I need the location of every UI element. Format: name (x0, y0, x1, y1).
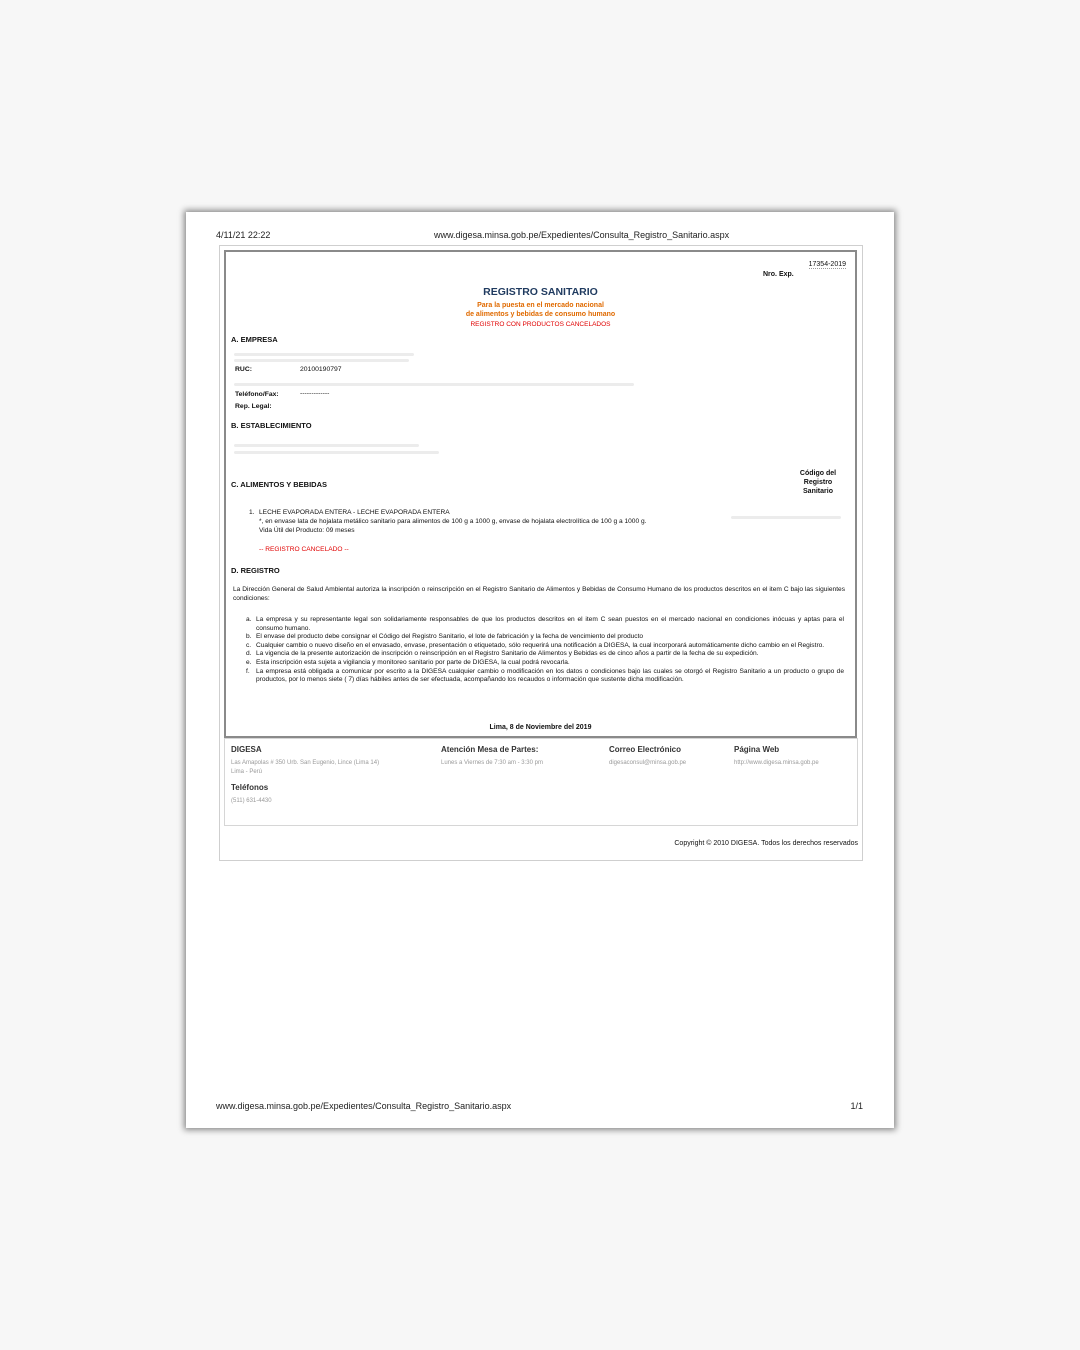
phone-value: ------------- (300, 390, 330, 397)
condition-text: La empresa está obligada a comunicar por escrito a la DIGESA cualquier cambio o modificación en los datos o condiciones bajo las cuales se otorgó el Registro Sanitario a un producto o grupo de productos, por lo menos siete ( 7) días hábiles antes de ser efectuada, acompañando los recaudos o información que sustente dicha modificación. (256, 667, 844, 684)
subtitle-line-2: de alimentos y bebidas de consumo humano (465, 311, 616, 318)
footer-email-link[interactable]: digesaconsul@minsa.gob.pe (609, 760, 687, 766)
footer-attention-title: Atención Mesa de Partes: (441, 745, 539, 754)
redacted-establishment-address (234, 451, 439, 454)
condition-letter: e. (246, 658, 252, 666)
condition-item (234, 668, 844, 685)
ruc-label: RUC: (235, 366, 252, 373)
rep-legal-label: Rep. Legal: (235, 403, 272, 410)
site-footer (224, 738, 858, 826)
redacted-company-address (234, 359, 409, 362)
phone-label: Teléfono/Fax: (235, 391, 279, 398)
condition-item (234, 633, 844, 642)
print-datetime: 4/11/21 22:22 (216, 230, 271, 240)
redacted-establishment-name (234, 444, 419, 447)
print-page-number: 1/1 (850, 1101, 863, 1111)
product-item-number: 1. (249, 509, 255, 516)
product-name: LECHE EVAPORADA ENTERA - LECHE EVAPORADA ENTERA (259, 509, 450, 516)
footer-web-title: Página Web (734, 745, 780, 754)
product-shelf-life: Vida Útil del Producto: 09 meses (259, 527, 355, 534)
product-cancelled-status: -- REGISTRO CANCELADO -- (259, 546, 349, 553)
footer-web-link[interactable]: http://www.digesa.minsa.gob.pe (734, 760, 819, 766)
code-column-header-2: Registro (803, 479, 833, 486)
registro-intro: La Dirección General de Salud Ambiental autoriza la inscripción o reinscripción en el Registro Sanitario de Alimentos y Bebidas de Consumo Humano de los productos descritos en el item C bajo las siguientes condiciones: (233, 586, 845, 602)
footer-digesa-address-2: Lima - Perú (231, 769, 263, 775)
condition-text: El envase del producto debe consignar el Código del Registro Sanitario, el lote de fabricación y la fecha de vencimiento del producto (256, 633, 644, 641)
redacted-product-detail (731, 516, 841, 519)
condition-text: La empresa y su representante legal son solidariamente responsables de que los productos descritos en el item C sean puestos en el mercado nacional en condiciones inócuas y aptas para el consumo humano. (256, 616, 844, 632)
redacted-address-line (234, 383, 634, 386)
expediente-number: 17354-2019 (808, 261, 846, 268)
page-title: REGISTRO SANITARIO (483, 286, 598, 298)
status-line: REGISTRO CON PRODUCTOS CANCELADOS (470, 321, 611, 328)
print-header-url: www.digesa.minsa.gob.pe/Expedientes/Consulta_Registro_Sanitario.aspx (434, 230, 730, 240)
code-column-header-1: Código del (799, 470, 837, 477)
section-alimentos-heading: C. ALIMENTOS Y BEBIDAS (231, 480, 327, 489)
condition-item (234, 616, 844, 633)
subtitle-line-1: Para la puesta en el mercado nacional (477, 302, 604, 309)
copyright: Copyright © 2010 DIGESA. Todos los derechos reservados (674, 840, 858, 847)
printed-page (186, 212, 894, 1128)
condition-letter: f. (246, 667, 250, 675)
condition-text: Esta inscripción esta sujeta a vigilancia y monitoreo sanitario por parte de DIGESA, la cual podrá revocarla. (256, 658, 570, 666)
section-establecimiento-heading: B. ESTABLECIMIENTO (231, 421, 312, 430)
condition-item (234, 650, 844, 659)
condition-letter: c. (246, 641, 252, 649)
section-empresa-heading: A. EMPRESA (231, 335, 278, 344)
condition-text: La vigencia de la presente autorización de inscripción o reinscripción en el Registro Sanitario de Alimentos y Bebidas es de cinco años a partir de la fecha de su expedición. (256, 650, 759, 658)
condition-item (234, 642, 844, 651)
section-registro-heading: D. REGISTRO (231, 566, 280, 575)
footer-attention-hours: Lunes a Viernes de 7:30 am - 3:30 pm (441, 760, 543, 766)
condition-item (234, 659, 844, 668)
condition-text: Cualquier cambio o nuevo diseño en el envasado, envase, presentación o etiquetado, sólo requerirá una notificación a DIGESA, la cual incorporará automáticamente dicho cambio en el Registro. (256, 641, 825, 649)
code-column-header-3: Sanitario (803, 488, 833, 495)
footer-digesa-address-1: Las Amapolas # 350 Urb. San Eugenio, Lince (Lima 14) (231, 760, 380, 766)
issue-date: Lima, 8 de Noviembre del 2019 (489, 724, 592, 731)
footer-phones-value: (511) 631-4430 (231, 798, 272, 804)
registro-document (224, 250, 857, 738)
condition-letter: b. (246, 633, 252, 641)
expediente-label: Nro. Exp. (763, 271, 794, 278)
product-packaging: *, en envase lata de hojalata metálico sanitario para alimentos de 100 g a 1000 g, envase de hojalata electrolítica de 100 g a 1000 g. (259, 518, 647, 525)
footer-email-title: Correo Electrónico (609, 745, 682, 754)
condition-letter: d. (246, 650, 252, 658)
conditions-list (234, 616, 844, 685)
condition-letter: a. (246, 616, 252, 623)
redacted-company-name (234, 353, 414, 356)
footer-phones-title: Teléfonos (231, 783, 269, 792)
footer-digesa-title: DIGESA (231, 745, 262, 754)
print-footer-url: www.digesa.minsa.gob.pe/Expedientes/Consulta_Registro_Sanitario.aspx (216, 1101, 512, 1111)
ruc-value: 20100190797 (300, 366, 342, 373)
